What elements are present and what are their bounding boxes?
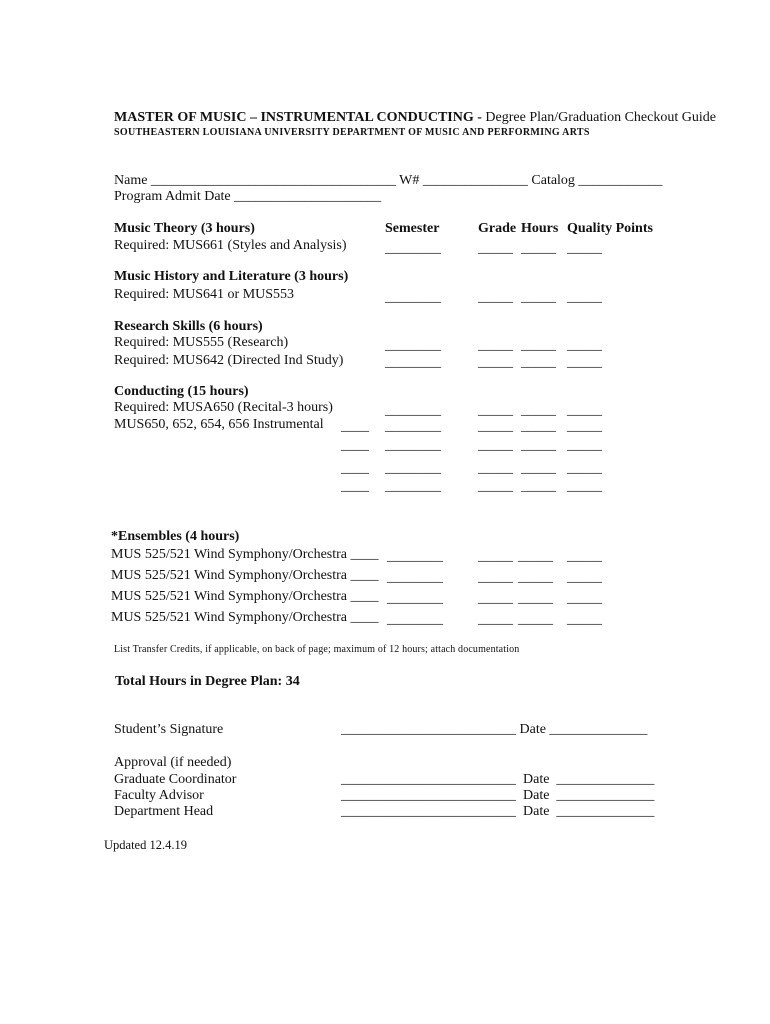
total-hours: Total Hours in Degree Plan: 34 xyxy=(115,674,300,689)
student-signature-label: Student’s Signature xyxy=(114,722,224,737)
quality-points-blank[interactable]: _____ xyxy=(567,419,602,434)
role-faculty-advisor: Faculty Advisor xyxy=(114,788,204,803)
semester-blank[interactable]: ________ xyxy=(387,570,443,585)
quality-points-blank[interactable]: _____ xyxy=(567,549,602,564)
semester-blank[interactable]: ________ xyxy=(387,612,443,627)
signature-line-graduate-coordinator[interactable]: _________________________ Date ______________ xyxy=(341,772,655,787)
semester-blank[interactable]: ________ xyxy=(385,338,441,353)
quality-points-blank[interactable]: _____ xyxy=(567,461,602,476)
section-heading-history: Music History and Literature (3 hours) xyxy=(114,269,349,284)
grade-blank[interactable]: _____ xyxy=(478,419,513,434)
form-subtitle: SOUTHEASTERN LOUISIANA UNIVERSITY DEPARTMENT OF MUSIC AND PERFORMING ARTS xyxy=(114,127,590,138)
section-heading-theory: Music Theory (3 hours) xyxy=(114,221,255,236)
approval-label: Approval (if needed) xyxy=(114,755,232,770)
section-heading-conducting: Conducting (15 hours) xyxy=(114,384,249,399)
quality-points-blank[interactable]: _____ xyxy=(567,290,602,305)
course-line-conducting-1: Required: MUSA650 (Recital-3 hours) xyxy=(114,400,333,415)
semester-blank[interactable]: ________ xyxy=(387,591,443,606)
extra-blank[interactable]: ____ xyxy=(341,479,369,494)
semester-blank[interactable]: ________ xyxy=(385,290,441,305)
quality-points-blank[interactable]: _____ xyxy=(567,612,602,627)
quality-points-blank[interactable]: _____ xyxy=(567,338,602,353)
updated-date: Updated 12.4.19 xyxy=(104,838,187,852)
signature-line-faculty-advisor[interactable]: _________________________ Date ______________ xyxy=(341,788,655,803)
form-title-bold: MASTER OF MUSIC – INSTRUMENTAL CONDUCTING - xyxy=(114,110,486,125)
semester-blank[interactable]: ________ xyxy=(387,549,443,564)
semester-blank[interactable]: ________ xyxy=(385,461,441,476)
grade-blank[interactable]: _____ xyxy=(478,403,513,418)
transfer-credits-note: List Transfer Credits, if applicable, on back of page; maximum of 12 hours; attach documentation xyxy=(114,644,520,655)
quality-points-blank[interactable]: _____ xyxy=(567,241,602,256)
hours-blank[interactable]: _____ xyxy=(521,479,556,494)
course-line-ensembles-2: MUS 525/521 Wind Symphony/Orchestra ____ xyxy=(111,568,379,583)
grade-blank[interactable]: _____ xyxy=(478,549,513,564)
course-line-ensembles-4: MUS 525/521 Wind Symphony/Orchestra ____ xyxy=(111,610,379,625)
grade-blank[interactable]: _____ xyxy=(478,355,513,370)
col-semester-header: Semester xyxy=(385,221,440,236)
quality-points-blank[interactable]: _____ xyxy=(567,479,602,494)
signature-line-department-head[interactable]: _________________________ Date ______________ xyxy=(341,804,655,819)
quality-points-blank[interactable]: _____ xyxy=(567,403,602,418)
hours-blank[interactable]: _____ xyxy=(521,419,556,434)
grade-blank[interactable]: _____ xyxy=(478,290,513,305)
section-heading-research: Research Skills (6 hours) xyxy=(114,319,263,334)
program-admit-date-line[interactable]: Program Admit Date _____________________ xyxy=(114,189,382,204)
quality-points-blank[interactable]: _____ xyxy=(567,570,602,585)
semester-blank[interactable]: ________ xyxy=(385,403,441,418)
course-line-ensembles-3: MUS 525/521 Wind Symphony/Orchestra ____ xyxy=(111,589,379,604)
course-line-conducting-2: MUS650, 652, 654, 656 Instrumental xyxy=(114,417,324,432)
grade-blank[interactable]: _____ xyxy=(478,591,513,606)
hours-blank[interactable]: _____ xyxy=(518,549,553,564)
grade-blank[interactable]: _____ xyxy=(478,241,513,256)
semester-blank[interactable]: ________ xyxy=(385,355,441,370)
semester-blank[interactable]: ________ xyxy=(385,479,441,494)
quality-points-blank[interactable]: _____ xyxy=(567,355,602,370)
grade-blank[interactable]: _____ xyxy=(478,461,513,476)
course-line-ensembles-1: MUS 525/521 Wind Symphony/Orchestra ____ xyxy=(111,547,379,562)
hours-blank[interactable]: _____ xyxy=(521,338,556,353)
grade-blank[interactable]: _____ xyxy=(478,479,513,494)
grade-blank[interactable]: _____ xyxy=(478,438,513,453)
hours-blank[interactable]: _____ xyxy=(521,241,556,256)
role-department-head: Department Head xyxy=(114,804,214,819)
quality-points-blank[interactable]: _____ xyxy=(567,438,602,453)
course-line-theory-1: Required: MUS661 (Styles and Analysis) xyxy=(114,238,347,253)
col-quality-points-header: Quality Points xyxy=(567,221,653,236)
course-line-research-2: Required: MUS642 (Directed Ind Study) xyxy=(114,353,344,368)
course-line-history-1: Required: MUS641 or MUS553 xyxy=(114,287,295,302)
hours-blank[interactable]: _____ xyxy=(521,355,556,370)
grade-blank[interactable]: _____ xyxy=(478,570,513,585)
extra-blank[interactable]: ____ xyxy=(341,419,369,434)
hours-blank[interactable]: _____ xyxy=(521,290,556,305)
semester-blank[interactable]: ________ xyxy=(385,438,441,453)
quality-points-blank[interactable]: _____ xyxy=(567,591,602,606)
grade-blank[interactable]: _____ xyxy=(478,612,513,627)
course-line-research-1: Required: MUS555 (Research) xyxy=(114,335,289,350)
col-hours-header: Hours xyxy=(521,221,559,236)
extra-blank[interactable]: ____ xyxy=(341,461,369,476)
semester-blank[interactable]: ________ xyxy=(385,419,441,434)
hours-blank[interactable]: _____ xyxy=(521,438,556,453)
hours-blank[interactable]: _____ xyxy=(518,591,553,606)
grade-blank[interactable]: _____ xyxy=(478,338,513,353)
hours-blank[interactable]: _____ xyxy=(521,461,556,476)
name-w-catalog-line[interactable]: Name ___________________________________ W# _______________ Catalog ____________ xyxy=(114,173,663,188)
hours-blank[interactable]: _____ xyxy=(518,612,553,627)
form-title-normal: Degree Plan/Graduation Checkout Guide xyxy=(485,110,716,125)
col-grade-header: Grade xyxy=(478,221,517,236)
extra-blank[interactable]: ____ xyxy=(341,438,369,453)
section-heading-ensembles: *Ensembles (4 hours) xyxy=(111,529,240,544)
semester-blank[interactable]: ________ xyxy=(385,241,441,256)
role-graduate-coordinator: Graduate Coordinator xyxy=(114,772,237,787)
hours-blank[interactable]: _____ xyxy=(521,403,556,418)
form-title xyxy=(114,111,716,125)
student-signature-line[interactable]: _________________________ Date ______________ xyxy=(341,722,648,737)
hours-blank[interactable]: _____ xyxy=(518,570,553,585)
